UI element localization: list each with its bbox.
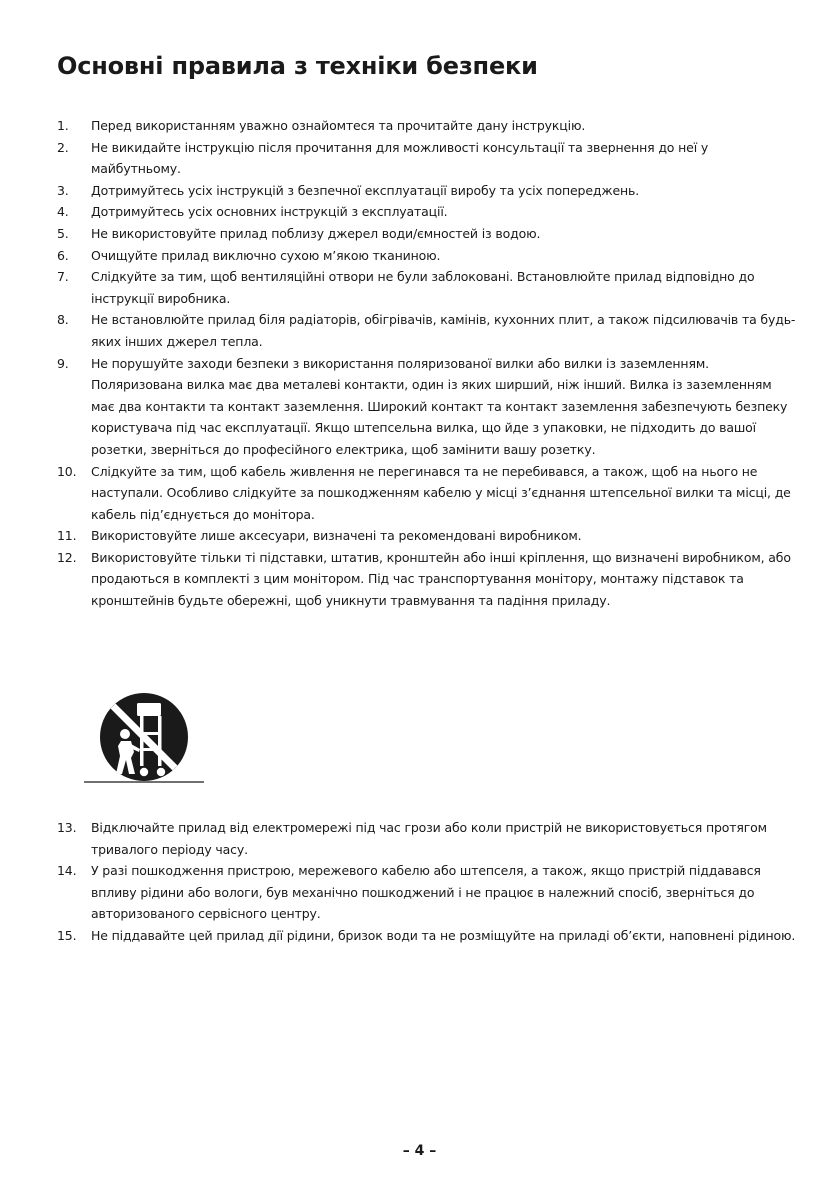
item-text: Очищуйте прилад виключно сухою м’якою тканиною. xyxy=(91,247,441,263)
list-item xyxy=(57,266,797,309)
item-number: 8. xyxy=(57,312,69,328)
item-text: Перед використанням уважно ознайомтеся та прочитайте дану інструкцію. xyxy=(91,118,586,133)
list-item xyxy=(57,353,797,461)
list-item xyxy=(57,309,797,352)
item-text: Не встановлюйте прилад біля радіаторів, обігрівачів, камінів, кухонних плит, а також підсилювачів та будь-яких інших джерел тепла. xyxy=(91,312,796,349)
item-text: Слідкуйте за тим, щоб кабель живлення не перегинався та не перебивався, а також, щоб на нього не наступали. Особливо слідкуйте за пошкодженням кабелю у місці з’єднання штепсельної вилки та місці, де кабель під’єднується до монітора. xyxy=(91,463,791,522)
list-item xyxy=(57,525,797,547)
item-text: У разі пошкодження пристрою, мережевого кабелю або штепселя, а також, якщо пристрій піддавався впливу рідини або вологи, був механічно пошкоджений і не працює в належний спосіб, зверніться до авторизованого сервісного центру. xyxy=(91,863,761,922)
item-number: 9. xyxy=(57,355,69,371)
list-item xyxy=(57,180,797,202)
item-number: 11. xyxy=(57,528,77,544)
item-text: Не використовуйте прилад поблизу джерел води/ємностей із водою. xyxy=(91,225,541,241)
item-text: Слідкуйте за тим, щоб вентиляційні отвори не були заблоковані. Встановлюйте прилад відповідно до інструкції виробника. xyxy=(91,269,755,306)
item-text: Використовуйте лише аксесуари, визначені та рекомендовані виробником. xyxy=(91,528,582,544)
item-text: Використовуйте тільки ті підставки, штатив, кронштейн або інші кріплення, що визначені виробником, або продаються в комплекті з цим монітором. Під час транспортування монітору, монтажу підставок та кронштейнів будьте обережні, щоб уникнути травмування та падіння приладу. xyxy=(91,549,791,609)
page-title: Основні правила з техніки безпеки xyxy=(57,52,538,80)
item-number: 1. xyxy=(57,118,69,133)
item-number: 13. xyxy=(57,820,77,835)
item-number: 10. xyxy=(57,463,77,479)
item-text: Не піддавайте цей прилад дії рідини, бризок води та не розміщуйте на приладі об’єкти, наповнені рідиною. xyxy=(91,927,796,943)
item-text: Не порушуйте заходи безпеки з використання поляризованої вилки або вилки із заземленням. Поляризована вилка має два металеві контакти, один із яких ширший, ніж інший. Вилка із заземленням має два контакти та контакт заземлення. Широкий контакт та контакт заземлення забезпечують безпеку користувача під час експлуатації. Якщо штепсельна вилка, що йде з упаковки, не підходить до вашої розетки, зверніться до професійного електрика, щоб замінити вашу розетку. xyxy=(91,355,788,457)
item-number: 4. xyxy=(57,204,69,220)
list-item xyxy=(57,245,797,267)
item-number: 2. xyxy=(57,139,69,155)
list-item xyxy=(57,137,797,180)
list-item xyxy=(57,115,797,137)
item-text: Дотримуйтесь усіх основних інструкцій з експлуатації. xyxy=(91,204,448,220)
item-text: Відключайте прилад від електромережі під час грози або коли пристрій не використовується протягом тривалого періоду часу. xyxy=(91,820,767,857)
list-item xyxy=(57,547,797,612)
item-text: Дотримуйтесь усіх інструкцій з безпечної експлуатації виробу та усіх попереджень. xyxy=(91,182,640,198)
safety-rules-list-continued xyxy=(57,817,797,947)
item-text: Не викидайте інструкцію після прочитання для можливості консультації та звернення до неї у майбутньому. xyxy=(91,139,709,177)
list-item xyxy=(57,925,797,947)
list-item xyxy=(57,223,797,245)
safety-rules-list xyxy=(57,115,797,612)
item-number: 3. xyxy=(57,182,69,198)
item-number: 6. xyxy=(57,247,69,263)
item-number: 15. xyxy=(57,927,77,943)
list-item xyxy=(57,461,797,526)
list-item xyxy=(57,201,797,223)
item-number: 14. xyxy=(57,863,77,879)
page-number: – 4 – xyxy=(402,1143,437,1159)
cart-tip-over-warning-icon xyxy=(84,692,204,788)
list-item xyxy=(57,860,797,925)
item-number: 5. xyxy=(57,225,69,241)
item-number: 7. xyxy=(57,269,69,285)
item-number: 12. xyxy=(57,549,77,565)
list-item xyxy=(57,817,797,860)
